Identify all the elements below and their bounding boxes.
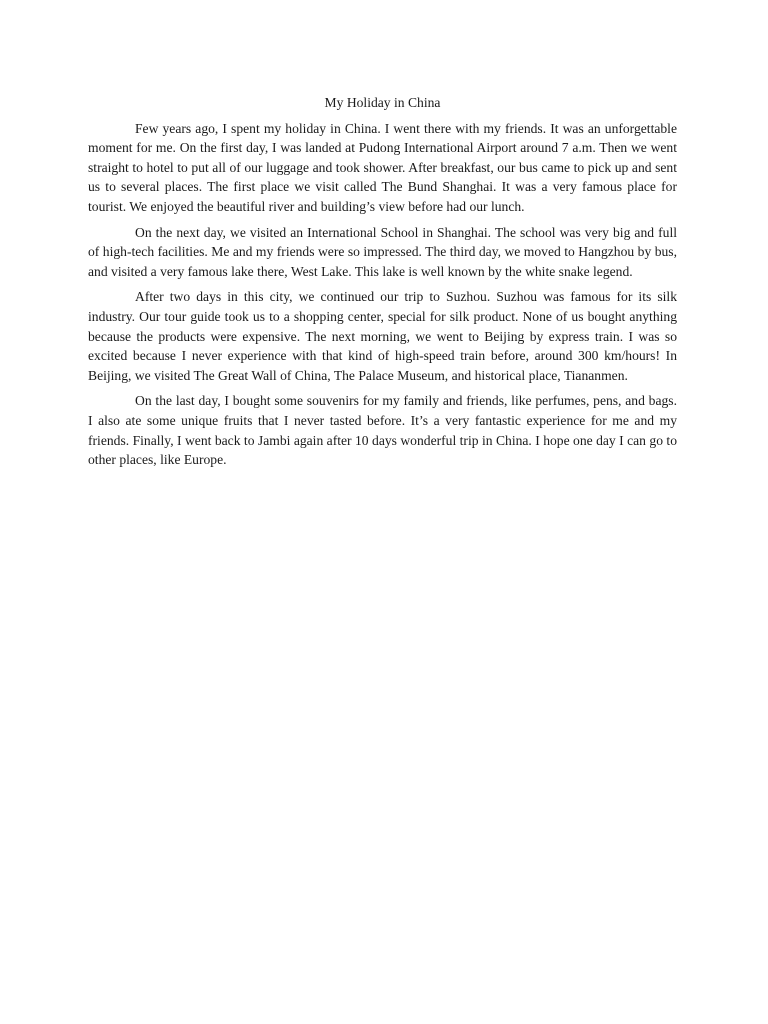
paragraph-3: After two days in this city, we continued our trip to Suzhou. Suzhou was famous for its silk industry. Our tour guide took us to a shopping center, special for silk product. None of us bought anything because the products were expensive. The next morning, we went to Beijing by express train. I was so excited because I never experience with that kind of high-speed train before, around 300 km/hours! In Beijing, we visited The Great Wall of China, The Palace Museum, and historical place, Tiananmen. bbox=[88, 289, 677, 383]
paragraph-4: On the last day, I bought some souvenirs for my family and friends, like perfumes, pens, and bags. I also ate some unique fruits that I never tasted before. It’s a very fantastic experience for me and my friends. Finally, I went back to Jambi again after 10 days wonderful trip in China. I hope one day I can go to other places, like Europe. bbox=[88, 393, 677, 468]
document-title: My Holiday in China bbox=[324, 95, 441, 110]
paragraph-1: Few years ago, I spent my holiday in China. I went there with my friends. It was an unforgettable moment for me. On the first day, I was landed at Pudong International Airport around 7 a.m. Then we went straight to hotel to put all of our luggage and took shower. After breakfast, our bus came to pick up and sent us to several places. The first place we visit called The Bund Shanghai. It was a very famous place for tourist. We enjoyed the beautiful river and building’s view before had our lunch. bbox=[88, 120, 677, 214]
paragraph-2: On the next day, we visited an International School in Shanghai. The school was very big and full of high-tech facilities. Me and my friends were so impressed. The third day, we moved to Hangzhou by bus, and visited a very famous lake there, West Lake. This lake is well known by the white snake legend. bbox=[88, 224, 677, 279]
document-body bbox=[88, 93, 677, 476]
